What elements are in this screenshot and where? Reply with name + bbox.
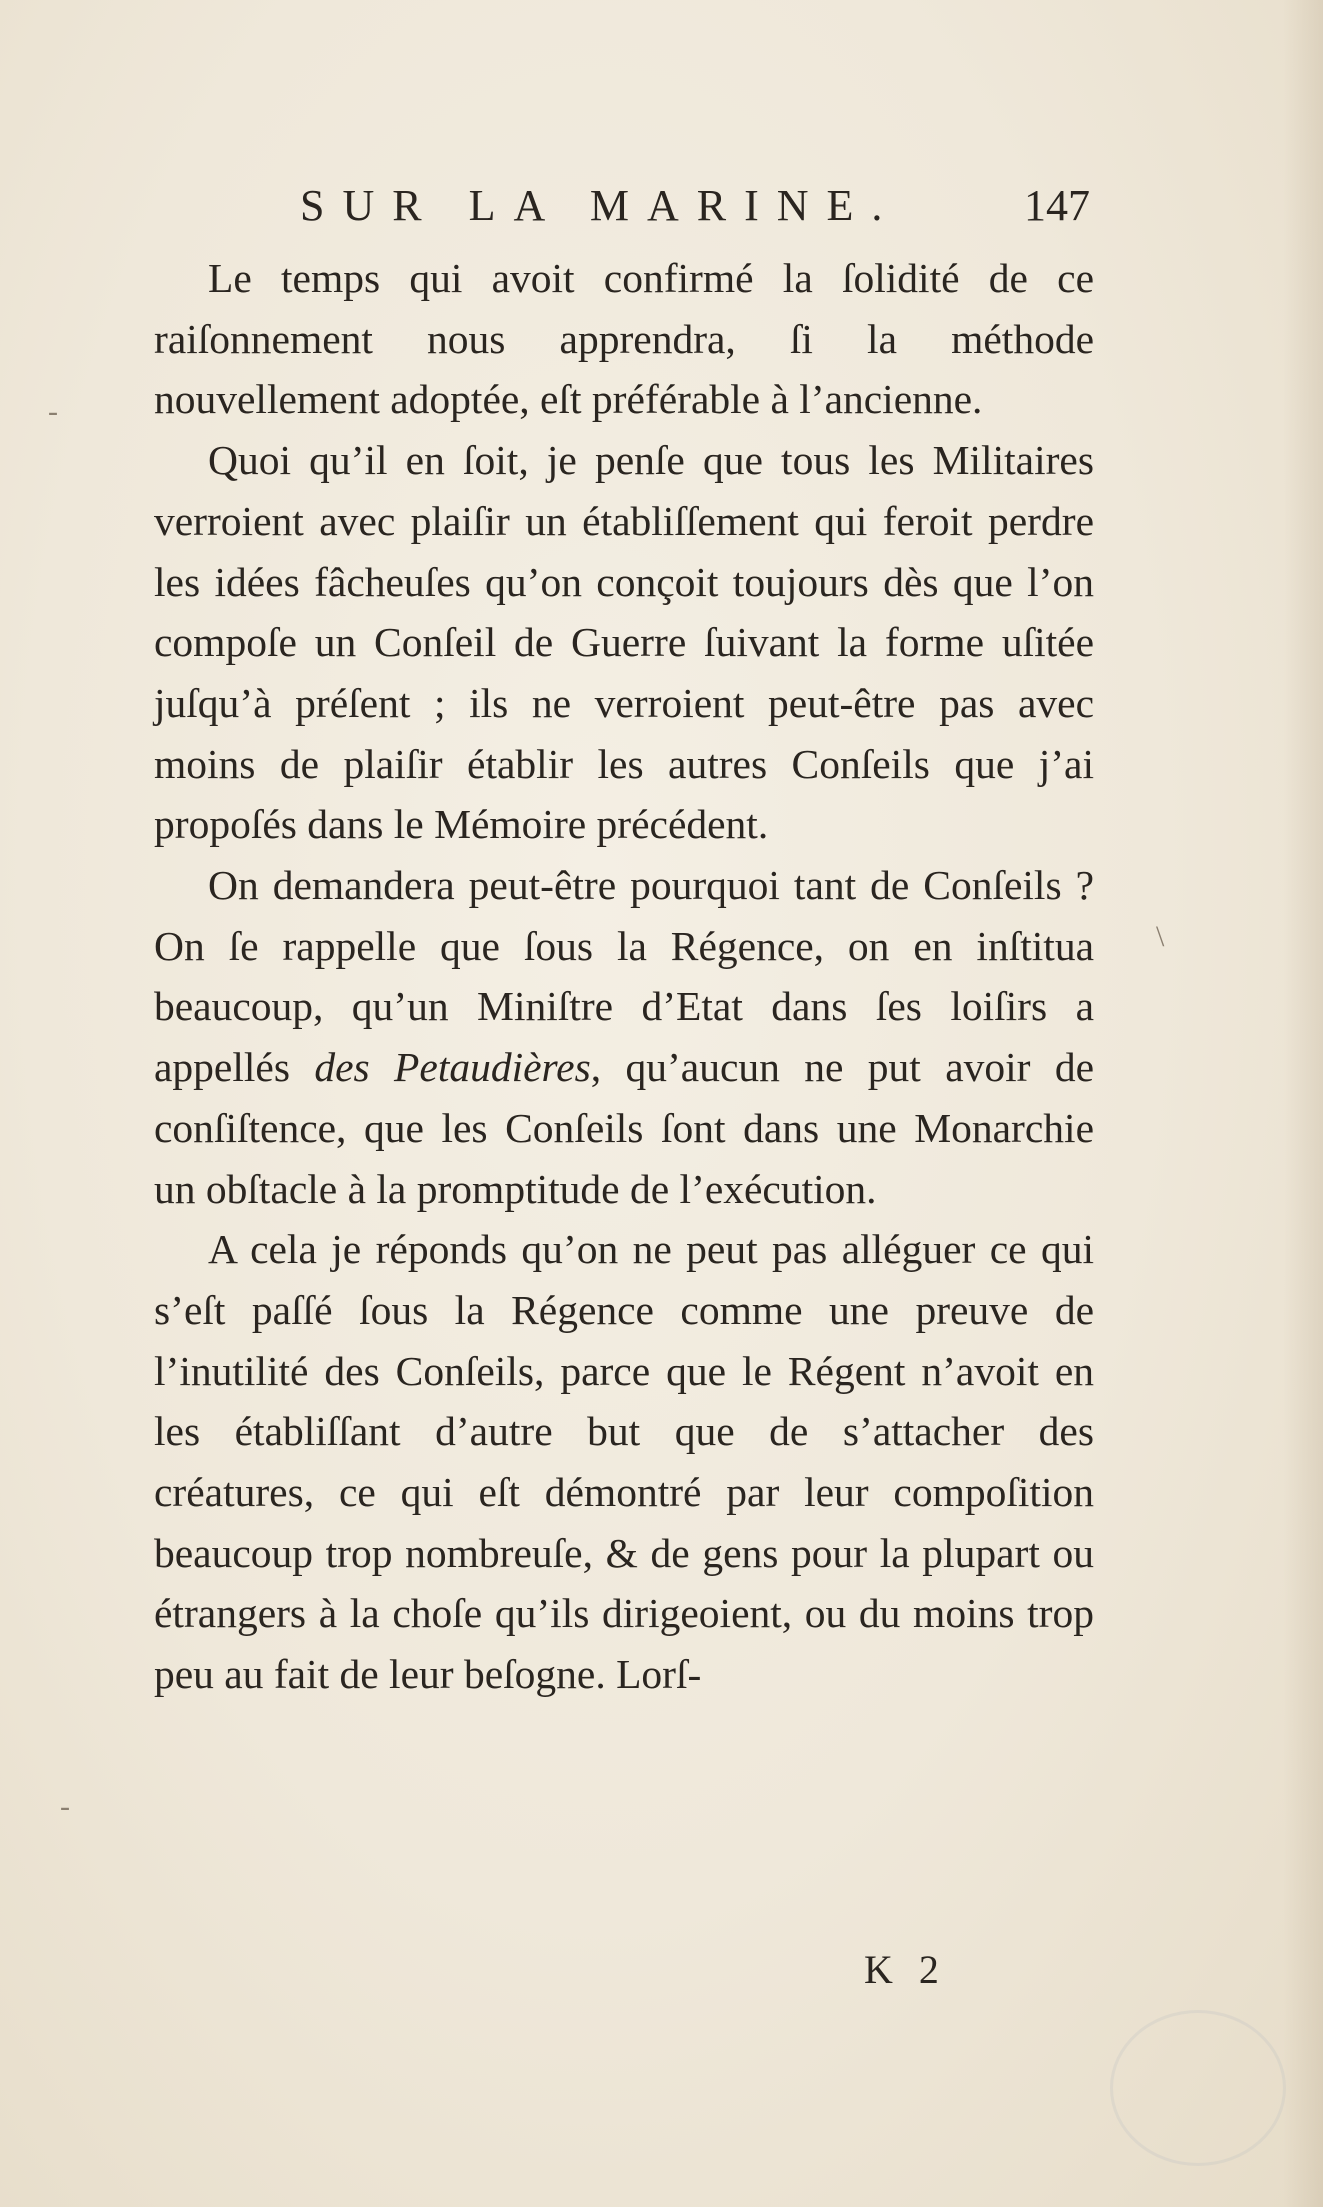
library-stamp-faint [1110,2010,1286,2166]
margin-tick-mark: \ [1156,920,1165,953]
margin-tick-mark: - [60,1790,70,1823]
page-number: 147 [1024,181,1090,230]
paragraph-3-italic: des Petaudières [314,1044,591,1091]
signature-mark: K 2 [864,1947,947,1992]
body-text [154,248,1094,1705]
margin-tick-mark: - [48,395,58,428]
running-header [300,180,1090,240]
running-title: SUR LA MARINE. [300,181,901,230]
paragraph-3-main: On demandera peut-être pourquoi tant de Conſeils ? On ſe rappelle que ſous la Régence, on en inſtitua beaucoup, qu’un Miniſtre d’Etat dans ſes loiſirs a appellés [154,862,1094,1091]
paragraph-3-tail: , qu’aucun ne put avoir de conſiſtence, que les Conſeils ſont dans une Monarchie un obſtacle à la promptitude de l’exécution. [154,1044,1094,1212]
paragraph-4: A cela je réponds qu’on ne peut pas alléguer ce qui s’eſt paſſé ſous la Régence comme une preuve de l’inutilité des Conſeils, parce que le Régent n’avoit en les établiſſant d’autre but que de s’attacher des créatures, ce qui eſt démontré par leur compoſition beaucoup trop nombreuſe, & de gens pour la plupart ou étrangers à la choſe qu’ils dirigeoient, ou du moins trop peu au fait de leur beſogne. Lorſ- [154,1226,1094,1698]
paragraph-3 [154,855,1094,1219]
paragraph-1: Le temps qui avoit confirmé la ſolidité de ce raiſonnement nous apprendra, ſi la méthode nouvellement adoptée, eſt préférable à l’ancienne. [154,255,1094,423]
paragraph-2: Quoi qu’il en ſoit, je penſe que tous les Militaires verroient avec plaiſir un établiſſement qui feroit perdre les idées fâcheuſes qu’on conçoit toujours dès que l’on compoſe un Conſeil de Guerre ſuivant la forme uſitée juſqu’à préſent ; ils ne verroient peut-être pas avec moins de plaiſir établir les autres Conſeils que j’ai propoſés dans le Mémoire précédent. [154,437,1094,848]
